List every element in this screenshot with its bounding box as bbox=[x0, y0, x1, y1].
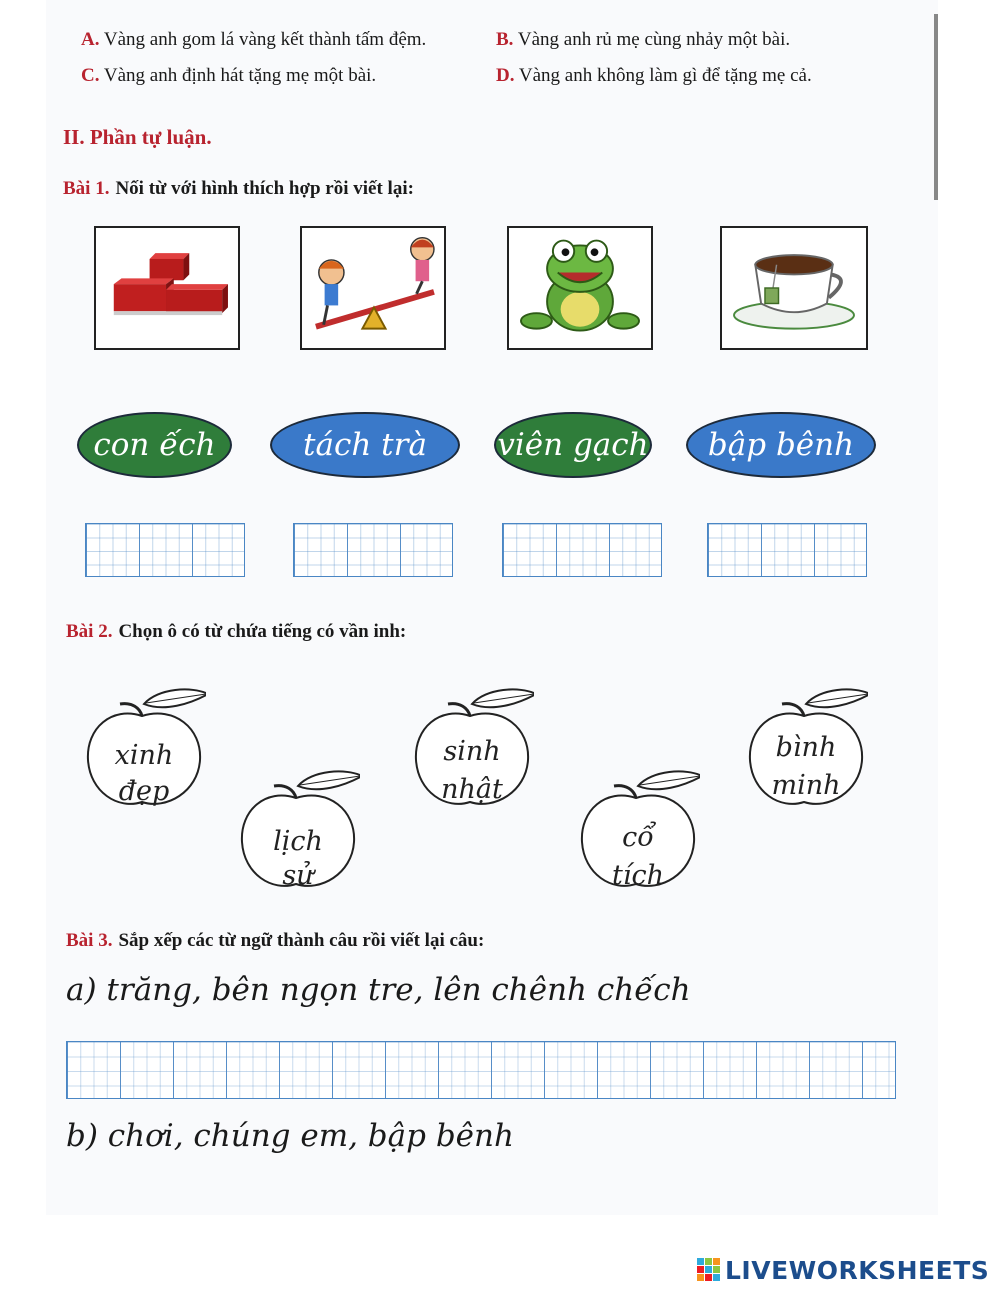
writing-grid[interactable] bbox=[85, 523, 245, 577]
apple-word-line2: tích bbox=[612, 860, 664, 891]
writing-grid[interactable] bbox=[707, 523, 867, 577]
apple-word-line1: sinh bbox=[443, 736, 501, 767]
bai2-title bbox=[66, 621, 406, 643]
tea-cup-picture[interactable] bbox=[720, 226, 868, 350]
word-oval[interactable]: viên gạch bbox=[494, 412, 652, 478]
sentence-writing-grid[interactable] bbox=[66, 1041, 896, 1099]
option-a[interactable] bbox=[81, 29, 426, 51]
sentence-b: b) chơi, chúng em, bập bênh bbox=[66, 1118, 514, 1154]
apple-word-line1: bình bbox=[775, 732, 837, 763]
option-text: Vàng anh định hát tặng mẹ một bài. bbox=[103, 65, 377, 86]
tea-cup-illustration bbox=[722, 228, 866, 348]
writing-grid[interactable] bbox=[502, 523, 662, 577]
bai3-number: Bài 3. bbox=[66, 930, 113, 951]
option-text: Vàng anh không làm gì để tặng mẹ cả. bbox=[518, 65, 812, 86]
option-letter: D. bbox=[496, 65, 515, 86]
seesaw-picture[interactable] bbox=[300, 226, 446, 350]
option-text: Vàng anh gom lá vàng kết thành tấm đệm. bbox=[103, 29, 427, 50]
apple-word-line2: minh bbox=[771, 770, 841, 801]
option-letter: B. bbox=[496, 29, 514, 50]
apple-word-line1: xinh bbox=[114, 740, 174, 771]
apple-choice[interactable] bbox=[744, 688, 868, 812]
apple-word-line2: sử bbox=[282, 860, 314, 891]
writing-grid[interactable] bbox=[293, 523, 453, 577]
bricks-illustration bbox=[96, 228, 238, 348]
apple-word-line1: cổ bbox=[622, 822, 654, 853]
option-b[interactable] bbox=[496, 29, 790, 51]
seesaw-illustration bbox=[302, 228, 444, 348]
apple-choice[interactable] bbox=[82, 688, 206, 812]
bai2-number: Bài 2. bbox=[66, 621, 113, 642]
word-oval[interactable]: tách trà bbox=[270, 412, 460, 478]
bai1-title bbox=[63, 178, 414, 200]
frog-illustration bbox=[509, 228, 651, 348]
bai1-number: Bài 1. bbox=[63, 178, 110, 199]
logo-grid-icon bbox=[697, 1258, 721, 1282]
option-letter: C. bbox=[81, 65, 100, 86]
page-edge-line bbox=[934, 14, 938, 200]
bricks-picture[interactable] bbox=[94, 226, 240, 350]
bai2-instruction: Chọn ô có từ chứa tiếng có vần inh: bbox=[118, 621, 407, 642]
apple-word-line2: nhật bbox=[441, 774, 503, 805]
option-d[interactable] bbox=[496, 65, 812, 87]
liveworksheets-logo bbox=[697, 1255, 989, 1285]
apple-choice[interactable] bbox=[576, 770, 700, 894]
apple-word-line1: lịch bbox=[273, 826, 323, 857]
option-c[interactable] bbox=[81, 65, 376, 87]
frog-picture[interactable] bbox=[507, 226, 653, 350]
apple-word-line2: đẹp bbox=[118, 776, 170, 807]
word-oval[interactable]: bập bênh bbox=[686, 412, 876, 478]
word-oval[interactable]: con ếch bbox=[77, 412, 232, 478]
option-text: Vàng anh rủ mẹ cùng nhảy một bài. bbox=[517, 29, 791, 50]
bai1-instruction: Nối từ với hình thích hợp rồi viết lại: bbox=[115, 178, 414, 199]
sentence-a: a) trăng, bên ngọn tre, lên chênh chếch bbox=[66, 972, 691, 1008]
bai3-instruction: Sắp xếp các từ ngữ thành câu rồi viết lại câu: bbox=[118, 930, 485, 951]
option-letter: A. bbox=[81, 29, 100, 50]
section-heading: II. Phần tự luận. bbox=[63, 125, 212, 149]
apple-choice[interactable] bbox=[410, 688, 534, 812]
logo-text: LIVEWORKSHEETS bbox=[725, 1255, 990, 1285]
bai3-title bbox=[66, 930, 484, 952]
apple-choice[interactable] bbox=[236, 770, 360, 894]
